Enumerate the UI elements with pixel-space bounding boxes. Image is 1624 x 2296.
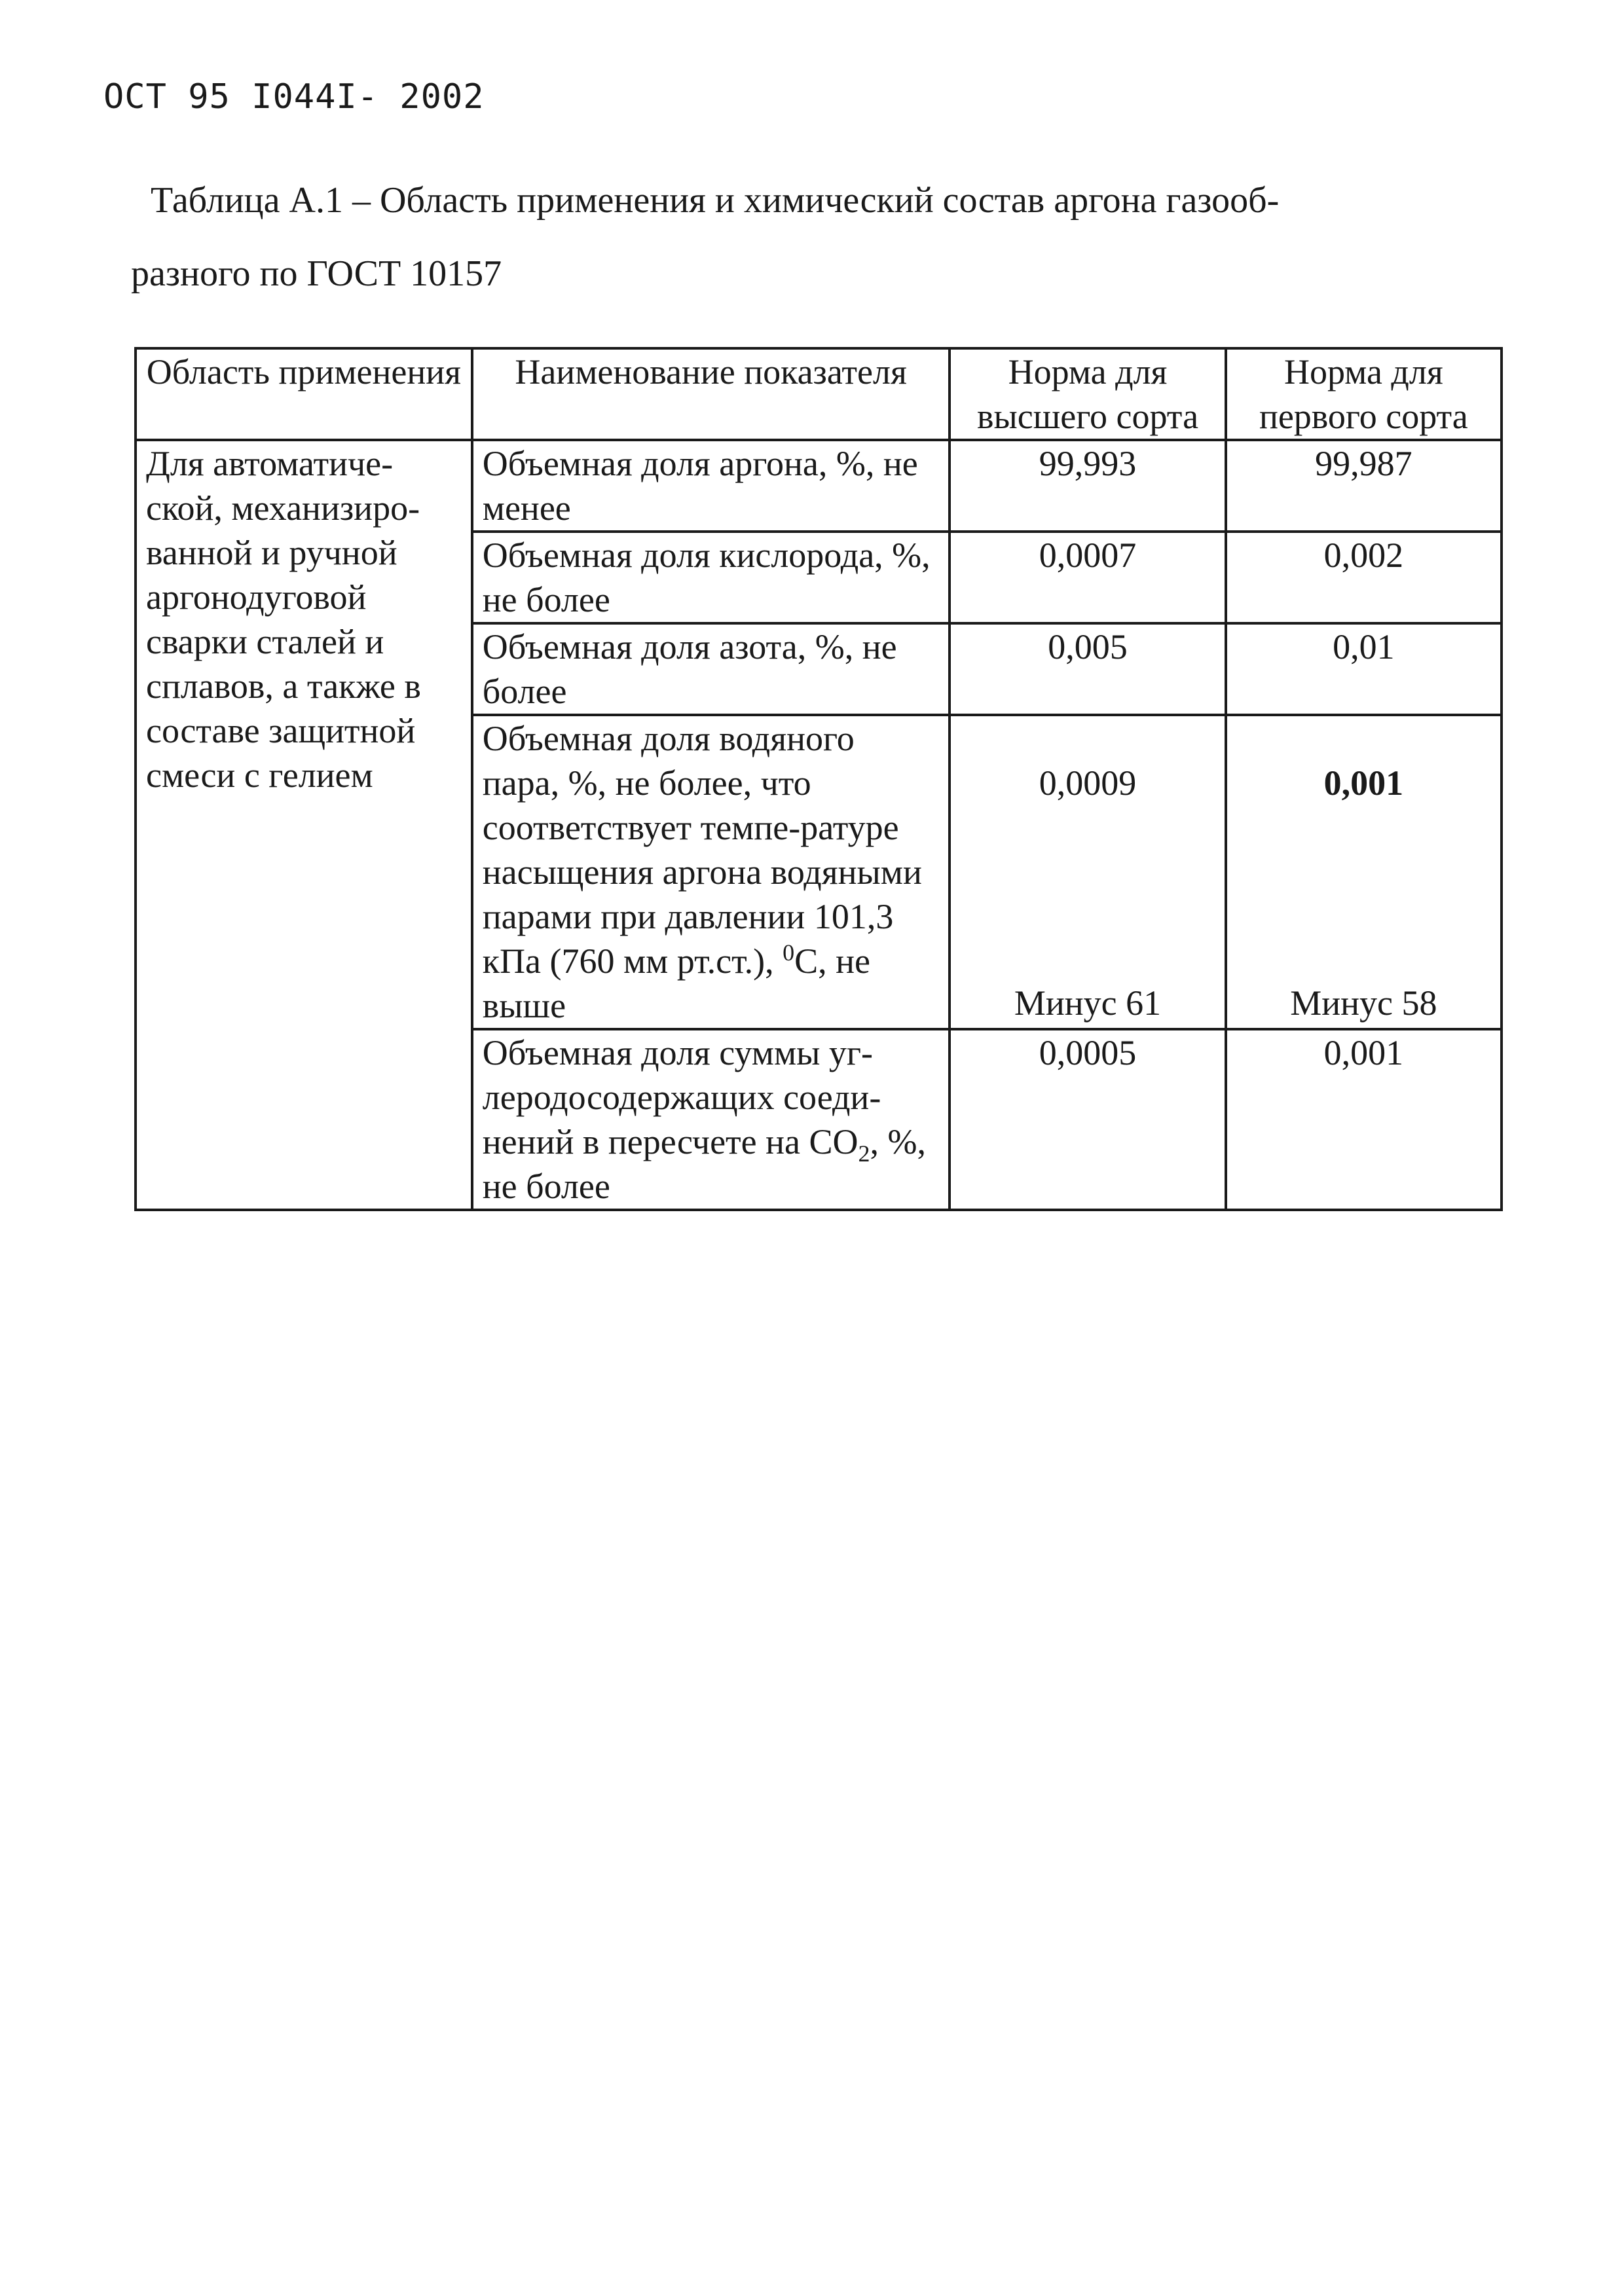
indicator-name [472,1029,950,1210]
first-grade-value: 99,987 [1226,440,1502,532]
top-grade-value [950,715,1225,1029]
caption-line-2: разного по ГОСТ 10157 [131,253,502,294]
indicator-name: Объемная доля азота, %, не более [472,623,950,715]
caption-line-1: Таблица А.1 – Область применения и химический состав аргона газооб- [151,180,1280,221]
indicator-name: Объемная доля аргона, %, не менее [472,440,950,532]
scope-cell: Для автоматиче-ской, механизиро-ванной и ручной аргонодуговой сварки сталей и сплавов, а также в составе защитной смеси с гелием [136,440,472,1210]
first-grade-value: 0,001 [1226,1029,1502,1210]
document-code: ОСТ 95 I044I- 2002 [103,77,485,117]
first-grade-value: 0,01 [1226,623,1502,715]
first-grade-vapor-fraction: 0,001 [1323,763,1404,803]
argon-composition-table [134,347,1503,1211]
co2-subscript: 2 [858,1140,870,1167]
header-scope: Область применения [136,348,472,440]
vapor-name-part-3: С, не выше [482,941,871,1025]
header-first-grade: Норма для первого сорта [1226,348,1502,440]
carbon-name-part-2: , %, не более [482,1122,926,1206]
indicator-name: Объемная доля кислорода, %, не более [472,532,950,623]
vapor-name-part-1: Объемная доля водяного пара, %, не более, [482,719,855,803]
top-grade-value: 99,993 [950,440,1225,532]
first-grade-value: 0,002 [1226,532,1502,623]
first-grade-vapor-temperature: Минус 58 [1290,983,1437,1023]
table-header-row [136,348,1502,440]
table-caption [131,164,1486,310]
top-grade-value: 0,0007 [950,532,1225,623]
first-grade-value [1226,715,1502,1029]
table-row [136,440,1502,532]
degree-superscript: 0 [783,939,795,966]
top-grade-vapor-temperature: Минус 61 [1014,983,1162,1023]
carbon-name-part-1: Объемная доля суммы уг-леродосодержащих соеди-нений в пересчете на СО [482,1033,881,1161]
header-name: Наименование показателя [472,348,950,440]
indicator-name [472,715,950,1029]
vapor-name-part-2: что соответствует темпе-ратуре насыщения аргона водяными парами при давлении 101,3 кПа (760 мм рт.ст.), [482,763,922,981]
top-grade-value: 0,0005 [950,1029,1225,1210]
top-grade-vapor-fraction: 0,0009 [1039,763,1137,803]
header-top-grade: Норма для высшего сорта [950,348,1225,440]
top-grade-value: 0,005 [950,623,1225,715]
